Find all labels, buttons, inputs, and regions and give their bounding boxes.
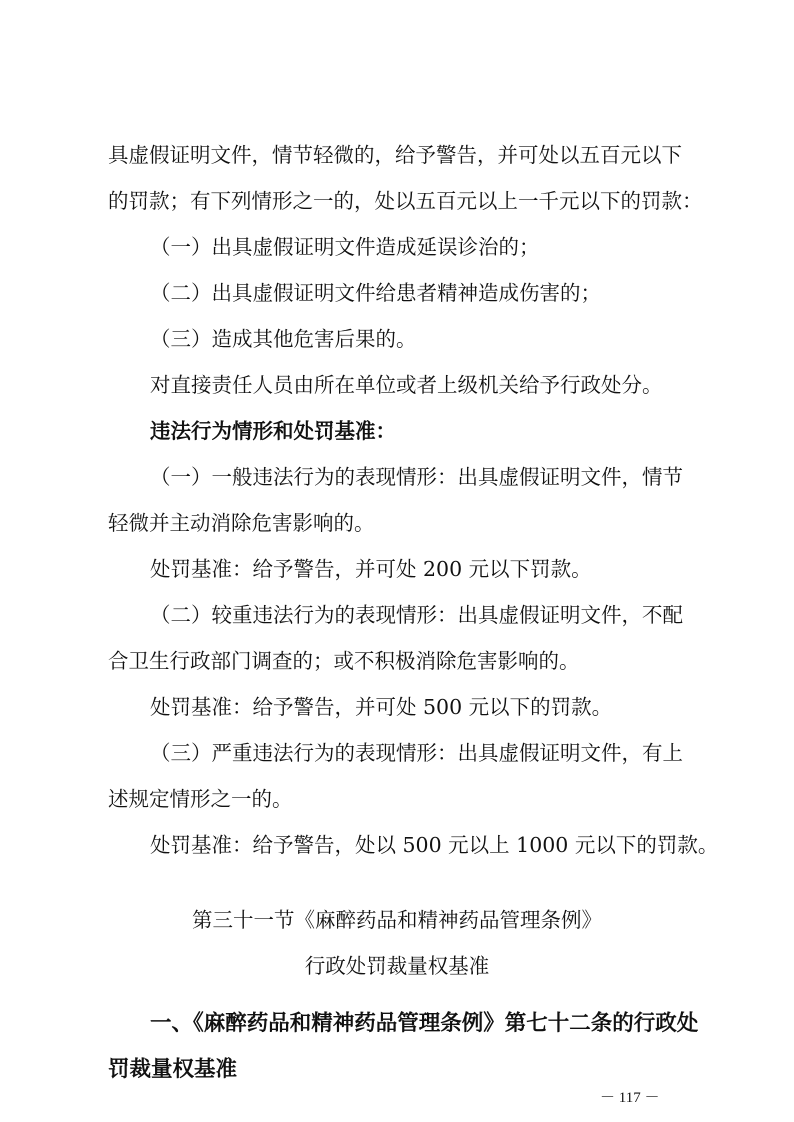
body-line-15: 述规定情形之一的。	[108, 787, 293, 811]
body-line-8: （一）一般违法行为的表现情形：出具虚假证明文件，情节	[150, 465, 683, 489]
body-line-10: 处罚基准：给予警告，并可处 200 元以下罚款。	[150, 557, 592, 581]
subheading-violation-standards: 违法行为情形和处罚基准：	[150, 419, 396, 443]
body-line-4: （二）出具虚假证明文件给患者精神造成伤害的；	[150, 281, 601, 305]
body-line-9: 轻微并主动消除危害影响的。	[108, 511, 375, 535]
section-heading-line-1: 一、《麻醉药品和精神药品管理条例》第七十二条的行政处	[150, 1011, 699, 1036]
body-line-11: （二）较重违法行为的表现情形：出具虚假证明文件，不配	[150, 603, 683, 627]
body-line-16: 处罚基准：给予警告，处以 500 元以上 1000 元以下的罚款。	[150, 833, 719, 857]
chapter-title-line-2: 行政处罚裁量权基准	[304, 954, 490, 978]
body-line-1: 具虚假证明文件，情节轻微的，给予警告，并可处以五百元以下	[108, 143, 682, 167]
body-line-3: （一）出具虚假证明文件造成延误诊治的；	[150, 235, 540, 259]
body-line-14: （三）严重违法行为的表现情形：出具虚假证明文件，有上	[150, 741, 683, 765]
body-line-12: 合卫生行政部门调查的；或不积极消除危害影响的。	[108, 649, 580, 673]
body-line-6: 对直接责任人员由所在单位或者上级机关给予行政处分。	[150, 373, 663, 397]
chapter-title-line-1: 第三十一节《麻醉药品和精神药品管理条例》	[192, 908, 602, 932]
section-heading-line-2: 罚裁量权基准	[108, 1057, 238, 1082]
body-line-5: （三）造成其他危害后果的。	[150, 327, 417, 351]
body-line-13: 处罚基准：给予警告，并可处 500 元以下的罚款。	[150, 695, 613, 719]
body-line-2: 的罚款；有下列情形之一的，处以五百元以上一千元以下的罚款：	[108, 189, 703, 213]
page-number: － 117 －	[600, 1090, 660, 1106]
